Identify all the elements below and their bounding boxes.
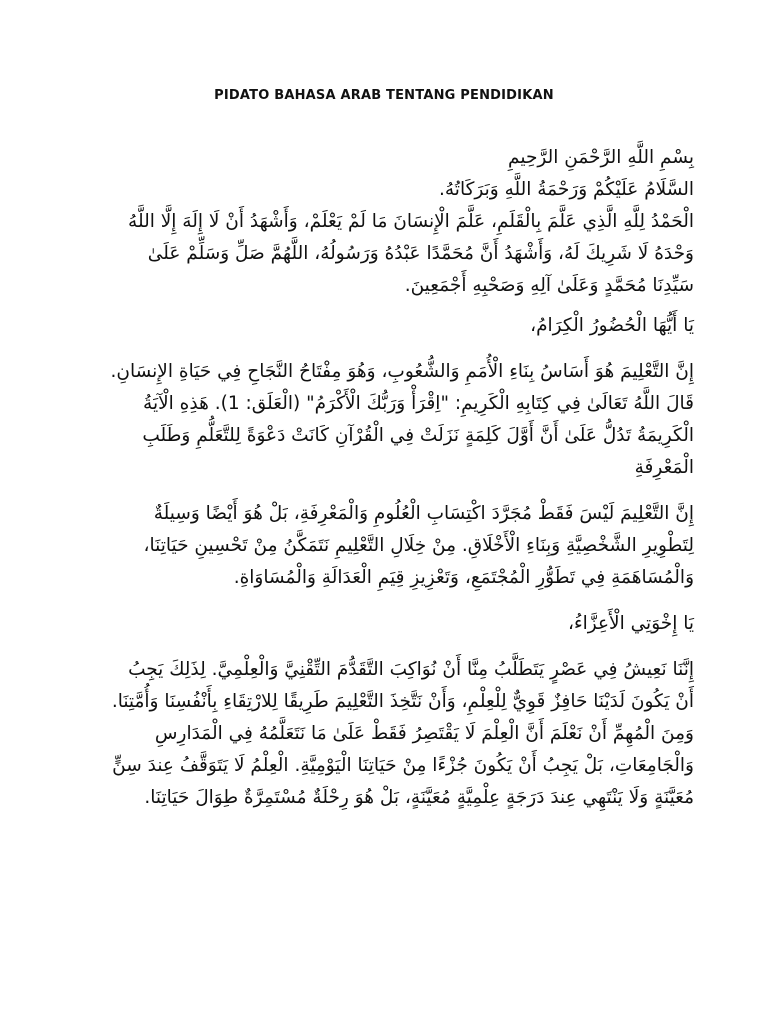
opening-praise: الْحَمْدُ لِلَّهِ الَّذِي عَلَّمَ بِالْقَلَمِ، عَلَّمَ الْإِنسَانَ مَا لَمْ يَعْلَمْ، وَأَشْهَدُ أَنْ لَا إِلَهَ إِلَّا اللَّهُ وَحْدَهُ لَا شَرِيكَ لَهُ، وَأَشْهَدُ أَنَّ مُحَمَّدًا عَبْدُهُ وَرَسُولُهُ، اللَّهُمَّ صَلِّ وَسَلِّمْ عَلَىٰ سَيِّدِنَا مُحَمَّدٍ وَعَلَىٰ آلِهِ وَصَحْبِهِ أَجْمَعِينَ. <box>128 211 694 296</box>
paragraph-importance-of-education: إِنَّ التَّعْلِيمَ هُوَ أَسَاسُ بِنَاءِ الْأُمَمِ وَالشُّعُوبِ، وَهُوَ مِفْتَاحُ النَّجَاحِ فِي حَيَاةِ الإِنسَانِ. قَالَ اللَّهُ تَعَالَىٰ فِي كِتَابِهِ الْكَرِيمِ: "اِقْرَأْ وَرَبُّكَ الْأَكْرَمُ" (الْعَلَق: 1). هَذِهِ الْآيَةُ الْكَرِيمَةُ تَدُلُّ عَلَىٰ أَنَّ أَوَّلَ كَلِمَةٍ نَزَلَتْ فِي الْقُرْآنِ كَانَتْ دَعْوَةً لِلتَّعَلُّمِ وَطَلَبِ الْمَعْرِفَةِ <box>110 361 694 478</box>
greeting: السَّلَامُ عَلَيْكُمْ وَرَحْمَةُ اللَّهِ وَبَرَكَاتُهُ. <box>439 179 694 200</box>
address-brothers: يَا إِخْوَتِي الْأَعِزَّاءُ، <box>568 613 694 634</box>
basmala: بِسْمِ اللَّهِ الرَّحْمَنِ الرَّحِيمِ <box>508 147 694 168</box>
document-title: PIDATO BAHASA ARAB TENTANG PENDIDIKAN <box>214 88 554 103</box>
document-body <box>104 142 694 814</box>
paragraph-lifelong-learning: إِنَّنَا نَعِيشُ فِي عَصْرٍ يَتَطَلَّبُ مِنَّا أَنْ نُوَاكِبَ التَّقَدُّمَ التِّقْنِيَّ وَالْعِلْمِيَّ. لِذَلِكَ يَجِبُ أَنْ يَكُونَ لَدَيْنَا حَافِزٌ قَوِيٌّ لِلْعِلْمِ، وَأَنْ نَتَّخِذَ التَّعْلِيمَ طَرِيقًا لِلارْتِقَاءِ بِأَنْفُسِنَا وَأُمَّتِنَا. وَمِنَ الْمُهِمِّ أَنْ نَعْلَمَ أَنَّ الْعِلْمَ لَا يَقْتَصِرُ فَقَطْ عَلَىٰ مَا نَتَعَلَّمُهُ فِي الْمَدَارِسِ وَالْجَامِعَاتِ، بَلْ يَجِبُ أَنْ يَكُونَ جُزْءًا مِنْ حَيَاتِنَا الْيَوْمِيَّةِ. الْعِلْمُ لَا يَتَوَقَّفُ عِندَ سِنٍّ مُعَيَّنَةٍ وَلَا يَنْتَهِي عِندَ دَرَجَةٍ عِلْمِيَّةٍ مُعَيَّنَةٍ، بَلْ هُوَ رِحْلَةٌ مُسْتَمِرَّةٌ طِوَالَ حَيَاتِنَا. <box>111 659 694 808</box>
paragraph-education-character: إِنَّ التَّعْلِيمَ لَيْسَ فَقَطْ مُجَرَّدَ اكْتِسَابِ الْعُلُومِ وَالْمَعْرِفَةِ، بَلْ هُوَ أَيْضًا وَسِيلَةٌ لِتَطْوِيرِ الشَّخْصِيَّةِ وَبِنَاءِ الْأَخْلَاقِ. مِنْ خِلَالِ التَّعْلِيمِ نَتَمَكَّنُ مِنْ تَحْسِينِ حَيَاتِنَا، وَالْمُسَاهَمَةِ فِي تَطَوُّرِ الْمُجْتَمَعِ، وَتَعْزِيزِ قِيَمِ الْعَدَالَةِ وَالْمُسَاوَاةِ. <box>143 503 694 588</box>
address-audience: يَا أَيُّهَا الْحُضُورُ الْكِرَامُ، <box>530 315 694 336</box>
